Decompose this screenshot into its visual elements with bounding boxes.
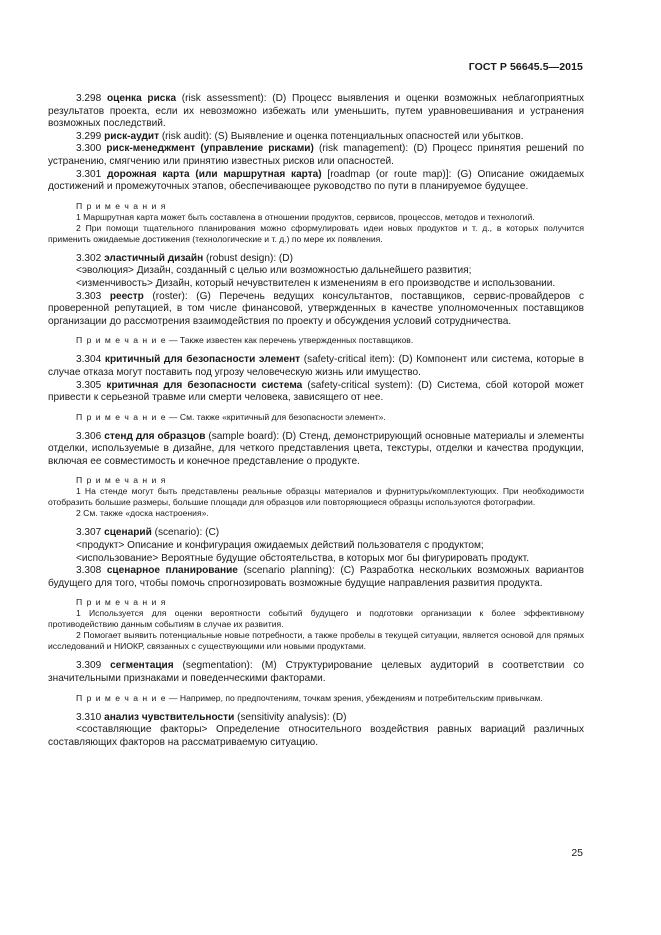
term-entry	[48, 253, 584, 266]
entry-number: 3.306	[76, 430, 102, 442]
note-label: П р и м е ч а н и е	[76, 335, 167, 346]
term-definition: (risk management): (D) Процесс принятия решений по устранению, смягчению или принятию известных рисков или опасностей.	[48, 143, 584, 167]
definition-paragraph: <эволюция> Дизайн, созданный с целью или возможностью дальнейшего развития;	[76, 265, 472, 277]
term-definition: (scenario): (C)	[151, 527, 220, 539]
definition-paragraph: <составляющие факторы> Определение относительного воздействия равных вариаций различных составляющих факторов на рассматриваемую ситуацию.	[48, 724, 584, 748]
term-title: сценарий	[104, 527, 152, 539]
entry-number: 3.299	[76, 130, 102, 142]
term-title: анализ чувствительности	[104, 711, 235, 723]
note-inline	[48, 412, 584, 423]
entry-number: 3.300	[76, 143, 102, 155]
term-title: риск-менеджмент (управление рисками)	[106, 143, 314, 155]
notes-heading: П р и м е ч а н и я	[76, 475, 167, 486]
term-entry	[48, 565, 584, 590]
term-title: сегментация	[110, 660, 174, 672]
term-title: оценка риска	[106, 93, 177, 104]
note-item: 2 См. также «доска настроения».	[76, 508, 209, 519]
note-item: 2 Помогает выявить потенциальные новые потребности, а также пробелы в текущей ситуации, является основой для прямых исследований и НИОКР, связанных с существующими или новыми продуктами.	[48, 630, 584, 652]
term-entry	[48, 143, 584, 168]
term-definition: (roster): (G) Перечень ведущих консультантов, поставщиков, сервис-провайдеров с проверенной репутацией, в том числе финансовой, утвержденных в качестве уполномоченных поставщиков организации до рассмотрения взаимодействия по проекту и обсуждения условий сотрудничества.	[48, 290, 584, 327]
term-entry	[48, 712, 584, 725]
note-item: 1 Используется для оценки вероятности событий будущего и подготовки организации к более эффективному противодействию данным событиям в случае их развития.	[48, 608, 584, 630]
note-inline	[48, 335, 584, 346]
entry-number: 3.310	[76, 711, 102, 723]
term-definition: (sample board): (D) Стенд, демонстрирующий основные материалы и элементы отделки, используемые в дизайне, для четкого представления цвета, текстуры, отделки и качества продукции, включая ее совместимость и конечное представление о продукте.	[48, 430, 584, 467]
term-entry	[48, 380, 584, 405]
note-text: — Например, по предпочтениям, точкам зрения, убеждениям и потребительским привычкам.	[166, 692, 543, 703]
term-entry	[48, 527, 584, 540]
term-definition: (safety-critical system): (D) Система, сбой которой может привести к серьезной травме или смерти человека, зависящего от нее.	[48, 379, 585, 404]
term-title: критичный для безопасности элемент	[104, 354, 301, 366]
notes-heading: П р и м е ч а н и я	[76, 597, 167, 608]
note-item: 1 Маршрутная карта может быть составлена в отношении продуктов, сервисов, процессов, методов и технологий.	[76, 211, 535, 222]
entry-number: 3.302	[76, 252, 102, 264]
term-definition: (safety-critical item): (D) Компонент или система, которые в случае отказа могут поставить под угрозу человеческую жизнь или имущество.	[48, 354, 584, 378]
term-entry	[48, 291, 584, 329]
term-title: реестр	[109, 290, 144, 302]
entry-number: 3.309	[76, 660, 102, 672]
term-entry	[48, 660, 584, 685]
entry-number: 3.305	[76, 379, 102, 391]
entry-number: 3.301	[76, 168, 102, 180]
document-body	[48, 93, 584, 749]
entry-number: 3.303	[76, 290, 102, 302]
notes-heading: П р и м е ч а н и я	[76, 200, 167, 211]
term-entry	[48, 131, 584, 144]
term-definition: (segmentation): (M) Структурирование целевых аудиторий в соответствии со значительными признаками и поведенческими факторами.	[48, 660, 584, 685]
note-label: П р и м е ч а н и е	[76, 411, 167, 422]
entry-number: 3.304	[76, 354, 102, 366]
term-definition: (scenario planning): (C) Разработка нескольких возможных вариантов будущего для того, чтобы помочь спрогнозировать возможные будущие направления развития продукта.	[48, 565, 584, 589]
page-number: 25	[571, 847, 583, 859]
term-definition: (sensitivity analysis): (D)	[234, 711, 347, 723]
definition-paragraph: <изменчивость> Дизайн, который нечувствителен к изменениям в его производстве и использовании.	[76, 277, 556, 289]
term-definition: [roadmap (or route map)]: (G) Описание ожидаемых достижений и промежуточных этапов, обеспечивающее руководство по пути в планируемое будущее.	[48, 168, 584, 193]
entry-number: 3.298	[76, 93, 102, 104]
definition-paragraph: <продукт> Описание и конфигурация ожидаемых действий пользователя с продуктом;	[76, 540, 484, 552]
note-item: 2 При помощи тщательного планирования можно сформулировать идеи новых продуктов и т. д., в которых получится применить ожидаемые достижения (технологические и т. д.) по мере их появления.	[48, 222, 584, 244]
term-title: эластичный дизайн	[104, 252, 204, 264]
term-definition: (risk assessment): (D) Процесс выявления и оценки возможных неблагоприятных результатов проекта, если их невозможно избежать или уменьшить, путем уравновешивания и устранения возможных последствий.	[48, 93, 584, 130]
entry-number: 3.307	[76, 527, 102, 539]
term-title: риск-аудит	[104, 130, 160, 142]
note-label: П р и м е ч а н и е	[76, 692, 167, 703]
term-title: критичная для безопасности система	[106, 379, 303, 391]
term-title: сценарное планирование	[106, 565, 238, 577]
term-entry	[48, 431, 584, 469]
note-text: — См. также «критичный для безопасности элемент».	[166, 411, 386, 422]
document-header: ГОСТ Р 56645.5—2015	[468, 61, 583, 73]
note-inline	[48, 693, 584, 704]
note-text: — Также известен как перечень утвержденных поставщиков.	[166, 335, 414, 346]
note-item: 1 На стенде могут быть представлены реальные образцы материалов и фурнитуры/комплектующих. При необходимости отобразить большие размеры, большие площади для образцов или повторяющиеся образцы используются фотографии.	[48, 486, 584, 508]
term-title: стенд для образцов	[104, 430, 206, 442]
entry-number: 3.308	[76, 565, 102, 577]
term-title: дорожная карта (или маршрутная карта)	[107, 168, 322, 180]
term-entry	[48, 354, 584, 379]
term-definition: (risk audit): (S) Выявление и оценка потенциальных опасностей или убытков.	[159, 130, 524, 142]
definition-paragraph: <использование> Вероятные будущие обстоятельства, в которых мог бы фигурировать продукт.	[76, 552, 529, 564]
term-definition: (robust design): (D)	[203, 252, 293, 264]
term-entry	[48, 93, 584, 131]
term-entry	[48, 169, 584, 194]
